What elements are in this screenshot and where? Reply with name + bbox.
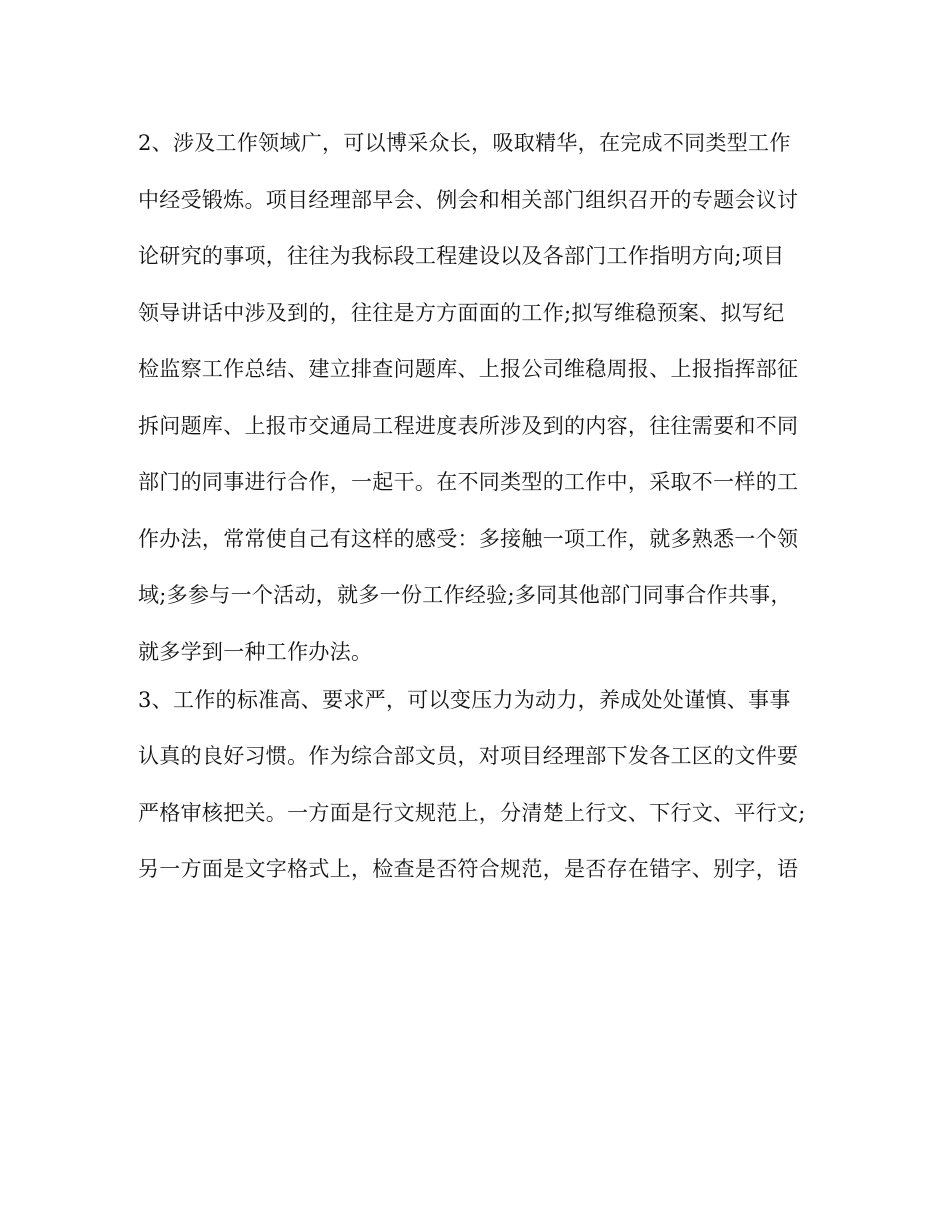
text-line: 认真的良好习惯。作为综合部文员，对项目经理部下发各工区的文件要 bbox=[138, 744, 799, 768]
document-body bbox=[138, 122, 828, 905]
text-line: 中经受锻炼。项目经理部早会、例会和相关部门组织召开的专题会议讨 bbox=[138, 187, 799, 212]
text-line: 论研究的事项，往往为我标段工程建设以及各部门工作指明方向;项目 bbox=[138, 244, 785, 268]
text-line: 作办法，常常使自己有这样的感受：多接触一项工作，就多熟悉一个领 bbox=[138, 526, 799, 551]
text-line: 部门的同事进行合作，一起干。在不同类型的工作中，采取不一样的工 bbox=[138, 470, 799, 494]
text-line: 拆问题库、上报市交通局工程进度表所涉及到的内容，往往需要和不同 bbox=[138, 413, 799, 438]
text-line: 域;多参与一个活动，就多一份工作经验;多同其他部门同事合作共事， bbox=[138, 583, 792, 607]
text-line: 另一方面是文字格式上，检查是否符合规范，是否存在错字、别字，语 bbox=[138, 857, 799, 881]
text-line: 3、工作的标准高、要求严，可以变压力为动力，养成处处谨慎、事事 bbox=[138, 687, 791, 712]
text-line: 就多学到一种工作办法。 bbox=[138, 639, 373, 664]
text-line: 领导讲话中涉及到的，往往是方方面面的工作;拟写维稳预案、拟写纪 bbox=[138, 300, 785, 325]
text-line: 严格审核把关。一方面是行文规范上，分清楚上行文、下行文、平行文; bbox=[138, 800, 806, 825]
text-line: 2、涉及工作领域广，可以博采众长，吸取精华，在完成不同类型工作 bbox=[138, 131, 791, 155]
text-line: 检监察工作总结、建立排查问题库、上报公司维稳周报、上报指挥部征 bbox=[138, 357, 799, 381]
